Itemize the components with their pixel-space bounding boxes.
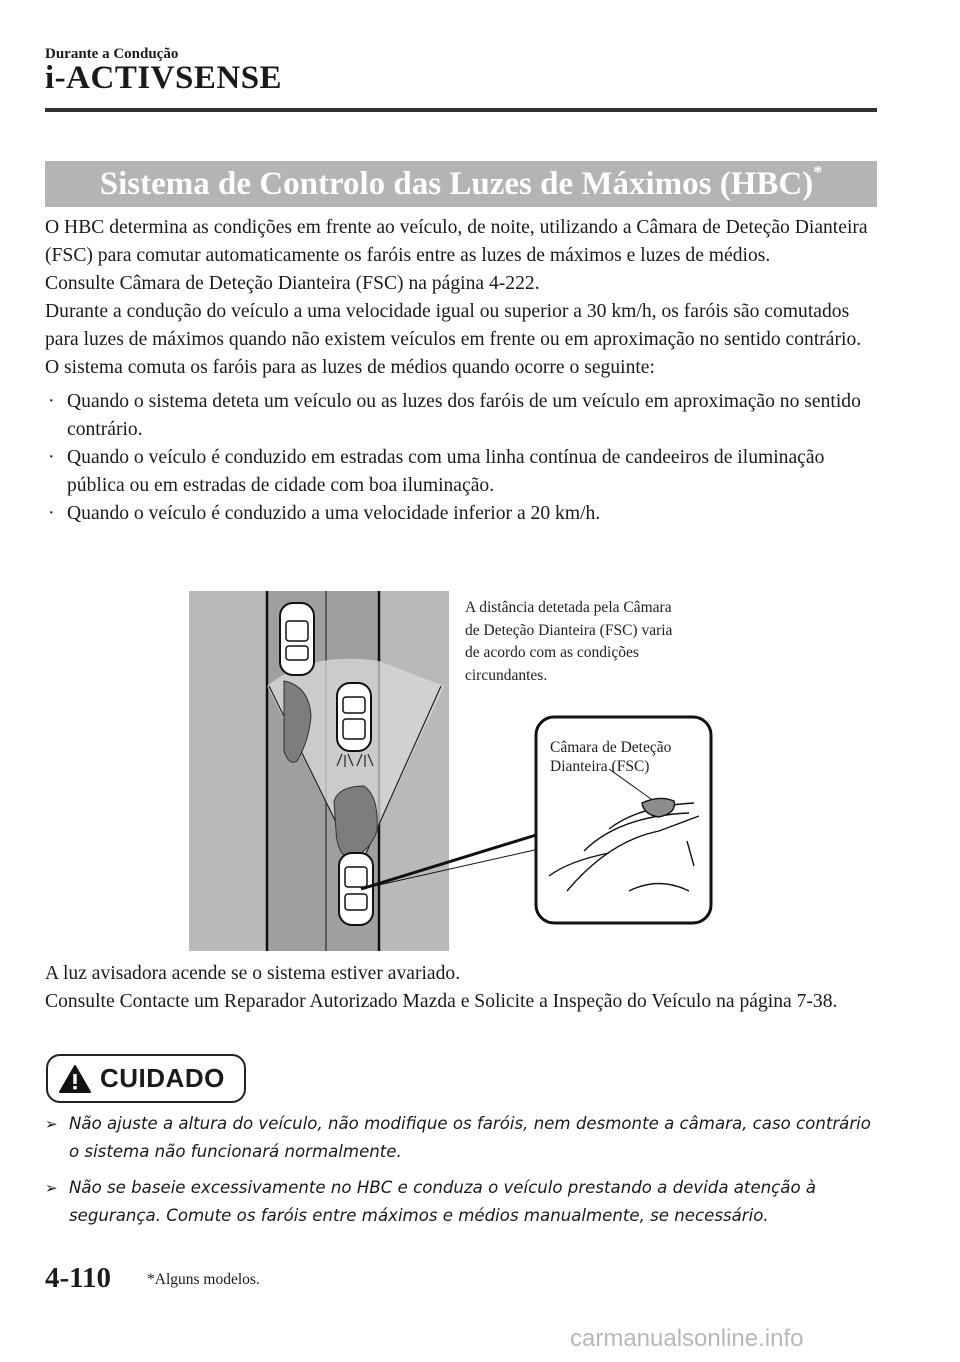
paragraph: A luz avisadora acende se o sistema estiver avariado. xyxy=(45,963,461,984)
oncoming-car xyxy=(280,603,314,675)
preceding-car xyxy=(337,683,371,751)
paragraph: O sistema comuta os faróis para as luzes de médios quando ocorre o seguinte: xyxy=(45,357,655,379)
own-car xyxy=(339,853,373,925)
list-item: ➢ Não ajuste a altura do veículo, não modifique os faróis, nem desmonte a câmara, caso contrário o sistema não funcionará normalmente. xyxy=(45,1110,880,1166)
section-label: Durante a Condução xyxy=(45,46,179,62)
paragraph: Consulte Contacte um Reparador Autorizado Mazda e Solicite a Inspeção do Veículo na página 7-38. xyxy=(45,991,838,1013)
bullet-dot: · xyxy=(48,390,55,412)
after-figure-text xyxy=(45,960,880,1016)
paragraph: Durante a condução do veículo a uma velocidade igual ou superior a 30 km/h, os faróis são comutados para luzes de máximos quando não existem veículos em frente ou em aproximação no sentido contrário. xyxy=(45,301,862,351)
bullet-dot: · xyxy=(48,446,55,468)
arrow-icon: ➢ xyxy=(45,1179,58,1197)
bullet-dot: · xyxy=(48,502,55,524)
camera-label: Câmara de Deteção Dianteira (FSC) xyxy=(550,739,672,775)
warning-icon xyxy=(58,1064,92,1094)
caution-label: CUIDADO xyxy=(100,1063,225,1093)
list-item: · Quando o veículo é conduzido em estradas com uma linha contínua de candeeiros de iluminação pública ou em estradas de cidade com boa iluminação. xyxy=(45,444,880,500)
footnote-asterisk: * xyxy=(813,161,823,182)
page-number: 4-110 xyxy=(45,1262,112,1294)
body-text xyxy=(45,214,880,528)
bullet-list xyxy=(45,388,880,528)
list-item: · Quando o sistema deteta um veículo ou as luzes dos faróis de um veículo em aproximação no sentido contrário. xyxy=(45,388,880,444)
footnote: *Alguns modelos. xyxy=(147,1271,260,1288)
arrow-icon: ➢ xyxy=(45,1115,58,1133)
banner-title xyxy=(99,161,823,203)
paragraph: Consulte Câmara de Deteção Dianteira (FSC) na página 4-222. xyxy=(45,273,540,295)
paragraph: O HBC determina as condições em frente ao veículo, de noite, utilizando a Câmara de Deteção Dianteira (FSC) para comutar automaticamente os faróis entre as luzes de máximos e luzes de médios. xyxy=(45,217,868,267)
list-item: · Quando o veículo é conduzido a uma velocidade inferior a 20 km/h. xyxy=(45,500,880,528)
section-banner xyxy=(45,161,877,207)
chapter-title: i-ACTIVSENSE xyxy=(45,60,283,96)
caution-badge xyxy=(46,1054,246,1103)
figure-caption: A distância detetada pela Câmara de Deteção Dianteira (FSC) varia de acordo com as condições circundantes. xyxy=(465,599,673,684)
list-item: ➢ Não se baseie excessivamente no HBC e conduza o veículo prestando a devida atenção à segurança. Comute os faróis entre máximos e médios manualmente, se necessário. xyxy=(45,1174,880,1230)
caution-list xyxy=(45,1110,880,1238)
watermark: carmanualsonline.info xyxy=(570,1325,804,1352)
banner-title-text: Sistema de Controlo das Luzes de Máximos (HBC) xyxy=(99,165,814,202)
header-rule xyxy=(45,108,877,112)
